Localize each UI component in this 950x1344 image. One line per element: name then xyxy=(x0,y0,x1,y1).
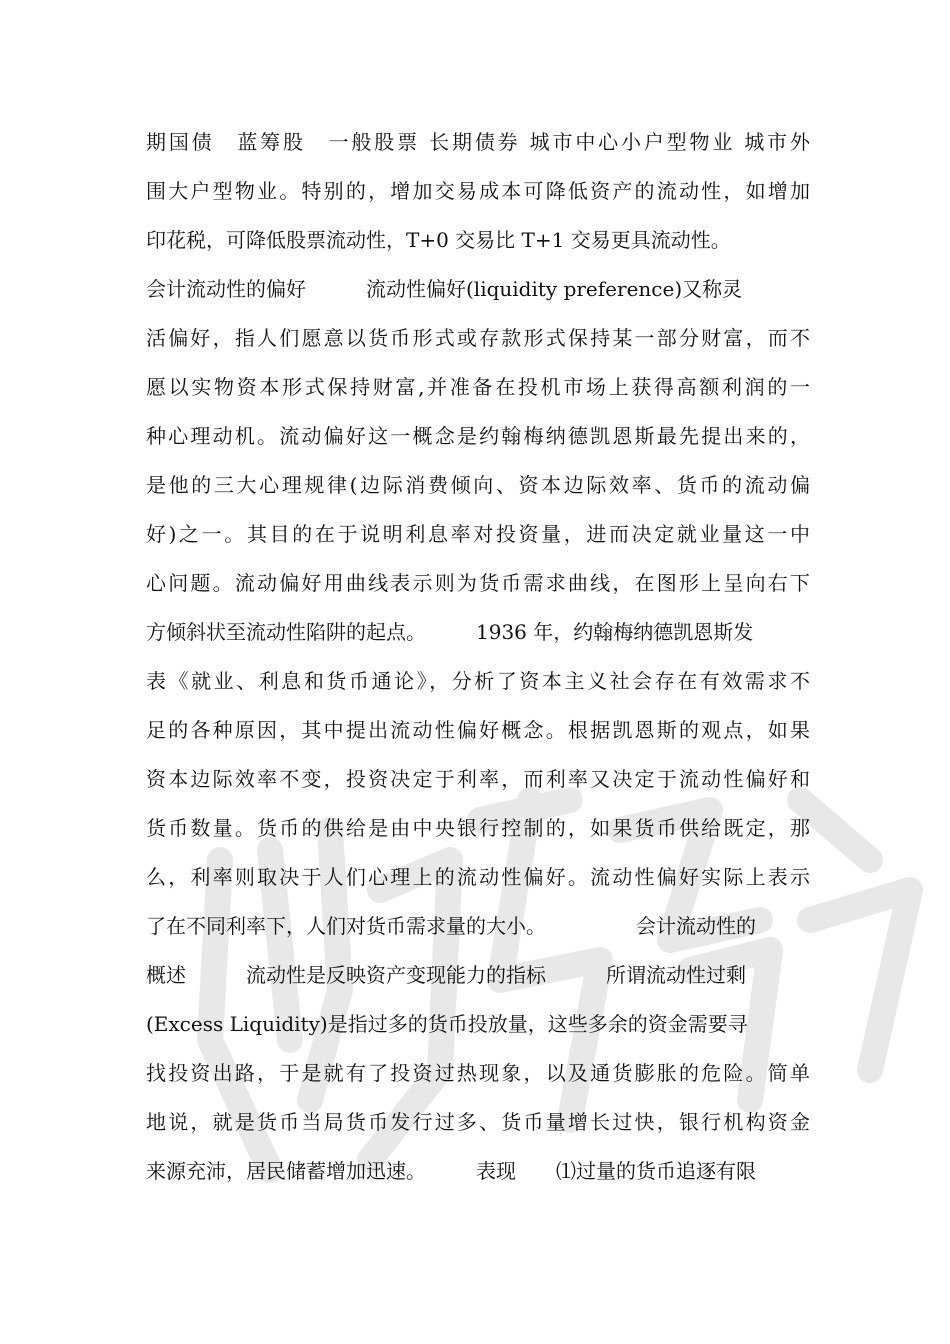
text-line: 方倾斜状至流动性陷阱的起点。 1936 年，约翰梅纳德凯恩斯发 xyxy=(146,620,754,644)
text-line: 么，利率则取决于人们心理上的流动性偏好。流动性偏好实际上表示 xyxy=(146,865,810,889)
text-line: 来源充沛，居民储蓄增加迅速。 表现 ⑴过量的货币追逐有限 xyxy=(146,1159,756,1183)
text-line: 心问题。流动偏好用曲线表示则为货币需求曲线，在图形上呈向右下 xyxy=(146,571,810,595)
text-line: 了在不同利率下，人们对货币需求量的大小。 会计流动性的 xyxy=(146,914,756,938)
text-line: 是他的三大心理规律(边际消费倾向、资本边际效率、货币的流动偏 xyxy=(146,473,810,497)
text-line: 找投资出路，于是就有了投资过热现象，以及通货膨胀的危险。简单 xyxy=(146,1061,810,1085)
text-line: 种心理动机。流动偏好这一概念是约翰梅纳德凯恩斯最先提出来的， xyxy=(146,424,810,448)
text-line: 活偏好，指人们愿意以货币形式或存款形式保持某一部分财富，而不 xyxy=(146,326,810,350)
text-line: 印花税，可降低股票流动性，T+0 交易比 T+1 交易更具流动性。 xyxy=(146,228,731,252)
text-line: 围大户型物业。特别的，增加交易成本可降低资产的流动性，如增加 xyxy=(146,179,810,203)
text-line: 表《就业、利息和货币通论》，分析了资本主义社会存在有效需求不 xyxy=(146,669,810,693)
text-line: 概述 流动性是反映资产变现能力的指标 所谓流动性过剩 xyxy=(146,963,746,987)
text-line: 资本边际效率不变，投资决定于利率，而利率又决定于流动性偏好和 xyxy=(146,767,810,791)
text-line: 好)之一。其目的在于说明利息率对投资量，进而决定就业量这一中 xyxy=(146,522,810,546)
text-line: 地说，就是货币当局货币发行过多、货币量增长过快，银行机构资金 xyxy=(146,1110,810,1134)
text-line: 货币数量。货币的供给是由中央银行控制的，如果货币供给既定，那 xyxy=(146,816,810,840)
text-line: (Excess Liquidity)是指过多的货币投放量，这些多余的资金需要寻 xyxy=(146,1012,748,1036)
text-line: 足的各种原因，其中提出流动性偏好概念。根据凯恩斯的观点，如果 xyxy=(146,718,810,742)
body-text xyxy=(146,118,810,1196)
text-line: 会计流动性的偏好 流动性偏好(liquidity preference)又称灵 xyxy=(146,277,743,301)
text-line: 期国债 蓝筹股 一般股票 长期债券 城市中心小户型物业 城市外 xyxy=(146,130,810,154)
text-line: 愿以实物资本形式保持财富,并准备在投机市场上获得高额利润的一 xyxy=(146,375,810,399)
